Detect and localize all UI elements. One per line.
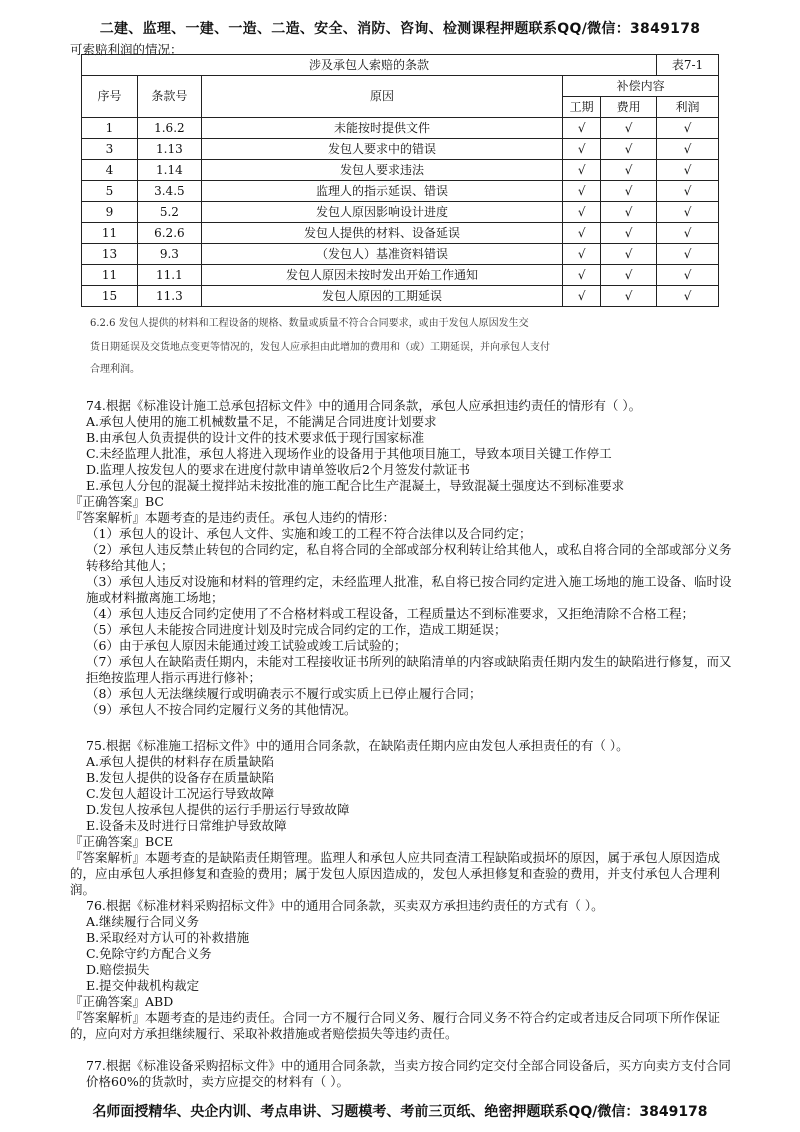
answer-analysis: 『答案解析』本题考查的是违约责任。合同一方不履行合同义务、履行合同义务不符合约定或者违反合同项下所作保证的，应向对方承担继续履行、采取补救措施或者赔偿损失等违约责任。	[70, 1010, 721, 1041]
option-a: A.继续履行合同义务	[86, 914, 200, 929]
header-compensation: 补偿内容	[563, 76, 719, 97]
header-reason: 原因	[201, 76, 562, 118]
cell-fee: √	[601, 265, 657, 286]
cell-clause: 1.13	[137, 139, 201, 160]
cell-no: 4	[82, 160, 138, 181]
clause-note-line-1: 6.2.6 发包人提供的材料和工程设备的规格、数量或质量不符合合同要求，或由于发包人原因发生交	[90, 318, 529, 329]
cell-no: 1	[82, 118, 138, 139]
cell-clause: 11.3	[137, 286, 201, 307]
analysis-point: （1）承包人的设计、承包人文件、实施和竣工的工程不符合法律以及合同约定；	[86, 526, 532, 541]
cell-no: 11	[82, 265, 138, 286]
cell-no: 3	[82, 139, 138, 160]
option-c: C.发包人超设计工况运行导致故障	[86, 786, 275, 801]
cell-profit: √	[657, 160, 719, 181]
table-row	[82, 139, 719, 160]
option-b: B.采取经对方认可的补救措施	[86, 930, 250, 945]
table-row	[82, 181, 719, 202]
table-row	[82, 223, 719, 244]
option-b: B.由承包人负责提供的设计文件的技术要求低于现行国家标准	[86, 430, 425, 445]
cell-profit: √	[657, 181, 719, 202]
option-d: D.发包人按承包人提供的运行手册运行导致故障	[86, 802, 350, 817]
analysis-point: （5）承包人未能按合同进度计划及时完成合同约定的工作，造成工期延误；	[86, 622, 507, 637]
question-stem: 75.根据《标准施工招标文件》中的通用合同条款，在缺陷责任期内应由发包人承担责任的有（ ）。	[86, 738, 629, 753]
option-c: C.未经监理人批准，承包人将进入现场作业的设备用于其他项目施工，导致本项目关键工作停工	[86, 446, 612, 461]
answer-analysis: 『答案解析』本题考查的是缺陷责任期管理。监理人和承包人应共同查清工程缺陷或损坏的原因，属于承包人原因造成的，应由承包人承担修复和查验的费用；属于发包人原因造成的，发包人承担修复和查验的费用，并支付承包人合理利润。	[70, 850, 721, 897]
table-row	[82, 160, 719, 181]
cell-reason: 发包人要求中的错误	[201, 139, 562, 160]
cell-no: 9	[82, 202, 138, 223]
cell-reason: 发包人原因未按时发出开始工作通知	[201, 265, 562, 286]
analysis-point: （4）承包人违反合同约定使用了不合格材料或工程设备，工程质量达不到标准要求，又拒绝清除不合格工程；	[86, 606, 694, 621]
header-profit: 利润	[657, 97, 719, 118]
option-d: D.赔偿损失	[86, 962, 150, 977]
cell-no: 5	[82, 181, 138, 202]
cell-profit: √	[657, 223, 719, 244]
header-no: 序号	[82, 76, 138, 118]
claim-table	[81, 54, 719, 307]
cell-fee: √	[601, 244, 657, 265]
page-header: 二建、监理、一建、一造、二造、安全、消防、咨询、检测课程押题联系QQ/微信：3849178	[99, 21, 701, 37]
cell-profit: √	[657, 202, 719, 223]
table-title-row	[82, 55, 719, 76]
cell-no: 11	[82, 223, 138, 244]
cell-clause: 1.14	[137, 160, 201, 181]
cell-reason: 发包人原因的工期延误	[201, 286, 562, 307]
cell-time: √	[563, 118, 601, 139]
cell-reason: （发包人）基准资料错误	[201, 244, 562, 265]
table-number: 表7-1	[657, 55, 719, 76]
cell-time: √	[563, 202, 601, 223]
cell-time: √	[563, 265, 601, 286]
header-fee: 费用	[601, 97, 657, 118]
cell-profit: √	[657, 139, 719, 160]
cell-reason: 发包人要求违法	[201, 160, 562, 181]
table-row	[82, 286, 719, 307]
cell-reason: 监理人的指示延误、错误	[201, 181, 562, 202]
cell-profit: √	[657, 244, 719, 265]
cell-fee: √	[601, 181, 657, 202]
analysis-point: （6）由于承包人原因未能通过竣工试验或竣工后试验的；	[86, 638, 407, 653]
correct-answer: 『正确答案』ABD	[70, 994, 174, 1009]
option-c: C.免除守约方配合义务	[86, 946, 212, 961]
cell-fee: √	[601, 286, 657, 307]
table-row	[82, 265, 719, 286]
option-b: B.发包人提供的设备存在质量缺陷	[86, 770, 275, 785]
option-e: E.设备未及时进行日常维护导致故障	[86, 818, 287, 833]
option-e: E.承包人分包的混凝土搅拌站未按批准的施工配合比生产混凝土，导致混凝土强度达不到标准要求	[86, 478, 625, 493]
answer-analysis: 『答案解析』本题考查的是违约责任。承包人违约的情形：	[70, 510, 396, 525]
cell-fee: √	[601, 160, 657, 181]
option-a: A.承包人使用的施工机械数量不足，不能满足合同进度计划要求	[86, 414, 437, 429]
cell-time: √	[563, 181, 601, 202]
table-title: 涉及承包人索赔的条款	[82, 55, 657, 76]
question-75	[70, 738, 732, 898]
page-footer: 名师面授精华、央企内训、考点串讲、习题模考、考前三页纸、绝密押题联系QQ/微信：3849178	[92, 1104, 708, 1120]
cell-clause: 3.4.5	[137, 181, 201, 202]
question-77	[70, 1058, 732, 1090]
cell-fee: √	[601, 223, 657, 244]
cell-time: √	[563, 160, 601, 181]
analysis-point: （3）承包人违反对设施和材料的管理约定，未经监理人批准，私自将已按合同约定进入施工场地的施工设备、临时设施或材料撤离施工场地；	[86, 574, 732, 605]
table-row	[82, 202, 719, 223]
cell-clause: 1.6.2	[137, 118, 201, 139]
cell-time: √	[563, 286, 601, 307]
intro-text: 可索赔利润的情况：	[70, 42, 183, 57]
cell-profit: √	[657, 265, 719, 286]
correct-answer: 『正确答案』BC	[70, 494, 164, 509]
cell-fee: √	[601, 202, 657, 223]
question-76	[70, 898, 732, 1042]
analysis-point: （8）承包人无法继续履行或明确表示不履行或实质上已停止履行合同；	[86, 686, 482, 701]
cell-clause: 11.1	[137, 265, 201, 286]
option-e: E.提交仲裁机构裁定	[86, 978, 200, 993]
option-d: D.监理人按发包人的要求在进度付款申请单签收后2个月签发付款证书	[86, 462, 471, 477]
question-stem: 74.根据《标准设计施工总承包招标文件》中的通用合同条款，承包人应承担违约责任的情形有（ ）。	[86, 398, 642, 413]
cell-no: 13	[82, 244, 138, 265]
question-stem: 77.根据《标准设备采购招标文件》中的通用合同条款，当卖方按合同约定交付全部合同设备后，买方向卖方支付合同价格60%的货款时，卖方应提交的材料有（ ）。	[86, 1058, 731, 1089]
cell-reason: 未能按时提供文件	[201, 118, 562, 139]
cell-profit: √	[657, 118, 719, 139]
analysis-point: （2）承包人违反禁止转包的合同约定，私自将合同的全部或部分权利转让给其他人，或私自将合同的全部或部分义务转移给其他人；	[86, 542, 732, 573]
table-header-row-1	[82, 76, 719, 97]
cell-profit: √	[657, 286, 719, 307]
cell-time: √	[563, 223, 601, 244]
cell-clause: 9.3	[137, 244, 201, 265]
question-74	[70, 398, 732, 718]
option-a: A.承包人提供的材料存在质量缺陷	[86, 754, 275, 769]
cell-fee: √	[601, 118, 657, 139]
cell-clause: 6.2.6	[137, 223, 201, 244]
clause-note-line-2: 货日期延误及交货地点变更等情况的，发包人应承担由此增加的费用和（或）工期延误，并向承包人支付	[90, 342, 550, 353]
analysis-point: （9）承包人不按合同约定履行义务的其他情况。	[86, 702, 357, 717]
correct-answer: 『正确答案』BCE	[70, 834, 174, 849]
question-stem: 76.根据《标准材料采购招标文件》中的通用合同条款，买卖双方承担违约责任的方式有（ ）。	[86, 898, 604, 913]
header-clause: 条款号	[137, 76, 201, 118]
cell-fee: √	[601, 139, 657, 160]
header-time: 工期	[563, 97, 601, 118]
cell-reason: 发包人原因影响设计进度	[201, 202, 562, 223]
cell-time: √	[563, 244, 601, 265]
analysis-point: （7）承包人在缺陷责任期内，未能对工程接收证书所列的缺陷清单的内容或缺陷责任期内发生的缺陷进行修复，而又拒绝按监理人指示再进行修补；	[86, 654, 732, 685]
cell-clause: 5.2	[137, 202, 201, 223]
table-row	[82, 118, 719, 139]
cell-no: 15	[82, 286, 138, 307]
clause-note-line-3: 合理利润。	[90, 364, 140, 375]
table-row	[82, 244, 719, 265]
cell-reason: 发包人提供的材料、设备延误	[201, 223, 562, 244]
cell-time: √	[563, 139, 601, 160]
